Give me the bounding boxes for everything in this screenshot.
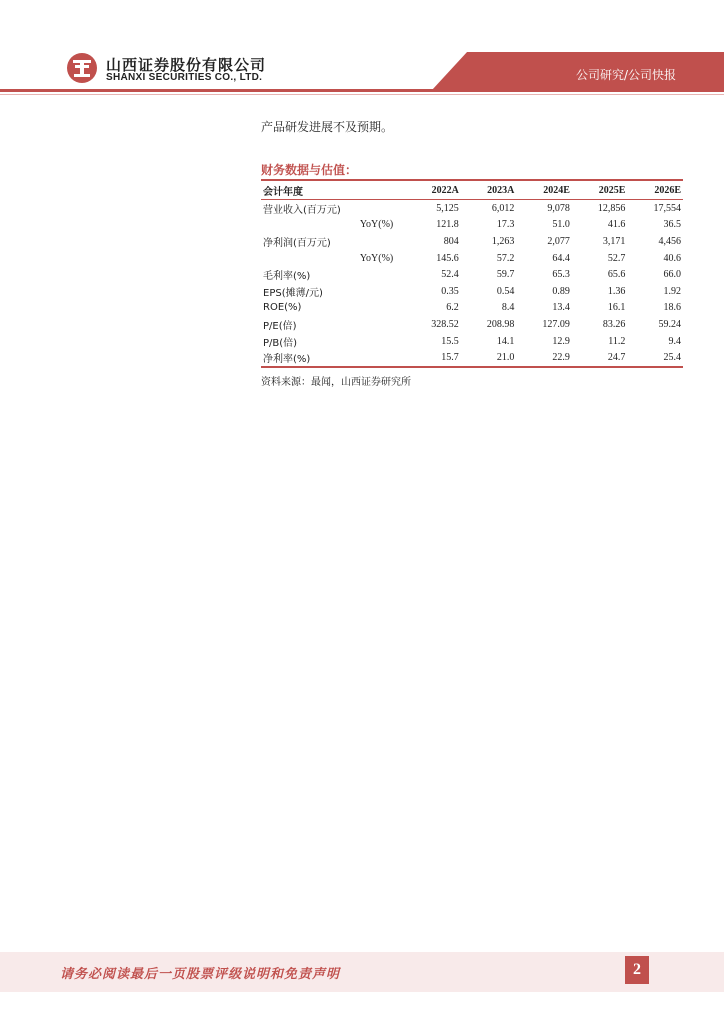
table-cell: 4,456 <box>658 235 681 247</box>
section-title: 财务数据与估值： <box>261 163 358 177</box>
company-name-cn: 山西证券股份有限公司 <box>106 56 267 74</box>
table-cell: 51.0 <box>552 219 570 231</box>
table-cell: 9,078 <box>547 202 570 214</box>
table-cell: 40.6 <box>663 252 681 264</box>
table-cell: 1,263 <box>491 235 515 247</box>
table-header-cell: 会计年度 <box>261 180 405 200</box>
footer-disclaimer: 请务必阅读最后一页股票评级说明和免责声明 <box>60 967 341 982</box>
table-header-cell: 2024E <box>516 180 572 200</box>
body-paragraph: 产品研发进展不及预期。 <box>261 120 394 134</box>
company-name-en: SHANXI SECURITIES CO., LTD. <box>106 72 263 83</box>
row-label: YoY(%) <box>359 252 394 264</box>
row-label: P/B(倍) <box>263 337 298 349</box>
table-cell: 65.3 <box>552 269 570 281</box>
table-header-cell: 2023A <box>461 180 517 200</box>
table-cell: 21.0 <box>461 349 517 367</box>
table-cell: 59.7 <box>496 269 515 281</box>
row-label: 毛利率(%) <box>263 271 311 283</box>
table-row <box>261 333 683 350</box>
table-cell: 14.1 <box>496 335 515 347</box>
table-row <box>261 233 683 250</box>
table-cell: 2,077 <box>547 235 570 247</box>
table-row <box>261 283 683 300</box>
table-cell: 15.7 <box>405 349 461 367</box>
row-label: YoY(%) <box>359 219 394 231</box>
table-cell: 36.5 <box>663 219 681 231</box>
shanxi-securities-logo-icon <box>66 52 98 84</box>
table-cell: 127.09 <box>542 318 570 330</box>
page-number: 2 <box>625 956 649 984</box>
table-cell: 52.4 <box>441 269 459 281</box>
row-label: 净利率(%) <box>261 349 405 367</box>
table-cell: 0.35 <box>441 285 459 297</box>
table-cell: 9.4 <box>668 335 681 347</box>
table-cell: 0.54 <box>496 285 515 297</box>
table-cell: 145.6 <box>436 252 459 264</box>
table-source: 资料来源：最闻，山西证券研究所 <box>261 377 411 388</box>
table-row <box>261 217 683 234</box>
financial-table <box>261 179 683 368</box>
table-header-cell: 2025E <box>572 180 628 200</box>
table-row <box>261 316 683 333</box>
row-label: 净利润(百万元) <box>263 237 331 249</box>
table-cell: 5,125 <box>436 202 459 214</box>
table-row <box>261 200 683 217</box>
table-cell: 52.7 <box>607 252 626 264</box>
table-row <box>261 266 683 283</box>
table-cell: 0.89 <box>552 285 570 297</box>
table-cell: 17,554 <box>653 202 681 214</box>
table-header-cell: 2026E <box>627 180 683 200</box>
row-label: EPS(摊薄/元) <box>263 287 323 299</box>
table-header-row <box>261 180 683 200</box>
table-cell: 22.9 <box>516 349 572 367</box>
row-label: P/E(倍) <box>263 320 297 332</box>
table-cell: 41.6 <box>607 219 626 231</box>
table-cell: 18.6 <box>663 302 681 314</box>
table-row <box>261 250 683 267</box>
table-cell: 65.6 <box>607 269 626 281</box>
table-cell: 6.2 <box>446 302 459 314</box>
table-cell: 16.1 <box>607 302 626 314</box>
table-cell: 3,171 <box>602 235 626 247</box>
table-cell: 6,012 <box>491 202 515 214</box>
table-cell: 1.92 <box>663 285 681 297</box>
table-cell: 13.4 <box>552 302 570 314</box>
table-cell: 208.98 <box>486 318 515 330</box>
table-cell: 66.0 <box>663 269 681 281</box>
table-cell: 328.52 <box>431 318 459 330</box>
table-row <box>261 349 683 367</box>
header-divider-thin <box>0 94 724 95</box>
table-cell: 1.36 <box>607 285 626 297</box>
table-row <box>261 300 683 317</box>
table-cell: 59.24 <box>658 318 681 330</box>
table-cell: 24.7 <box>572 349 628 367</box>
table-cell: 12.9 <box>552 335 570 347</box>
row-label: ROE(%) <box>263 302 302 314</box>
page-header <box>0 0 724 100</box>
table-header-cell: 2022A <box>405 180 461 200</box>
table-cell: 11.2 <box>608 335 626 347</box>
table-cell: 25.4 <box>627 349 683 367</box>
table-cell: 121.8 <box>436 219 459 231</box>
header-divider <box>0 89 724 92</box>
table-cell: 8.4 <box>501 302 515 314</box>
table-cell: 804 <box>443 235 459 247</box>
table-cell: 12,856 <box>597 202 626 214</box>
table-cell: 64.4 <box>552 252 570 264</box>
table-cell: 83.26 <box>602 318 626 330</box>
table-cell: 15.5 <box>441 335 459 347</box>
table-cell: 17.3 <box>496 219 515 231</box>
table-cell: 57.2 <box>496 252 515 264</box>
row-label: 营业收入(百万元) <box>263 204 341 216</box>
report-type: 公司研究/公司快报 <box>575 68 676 82</box>
